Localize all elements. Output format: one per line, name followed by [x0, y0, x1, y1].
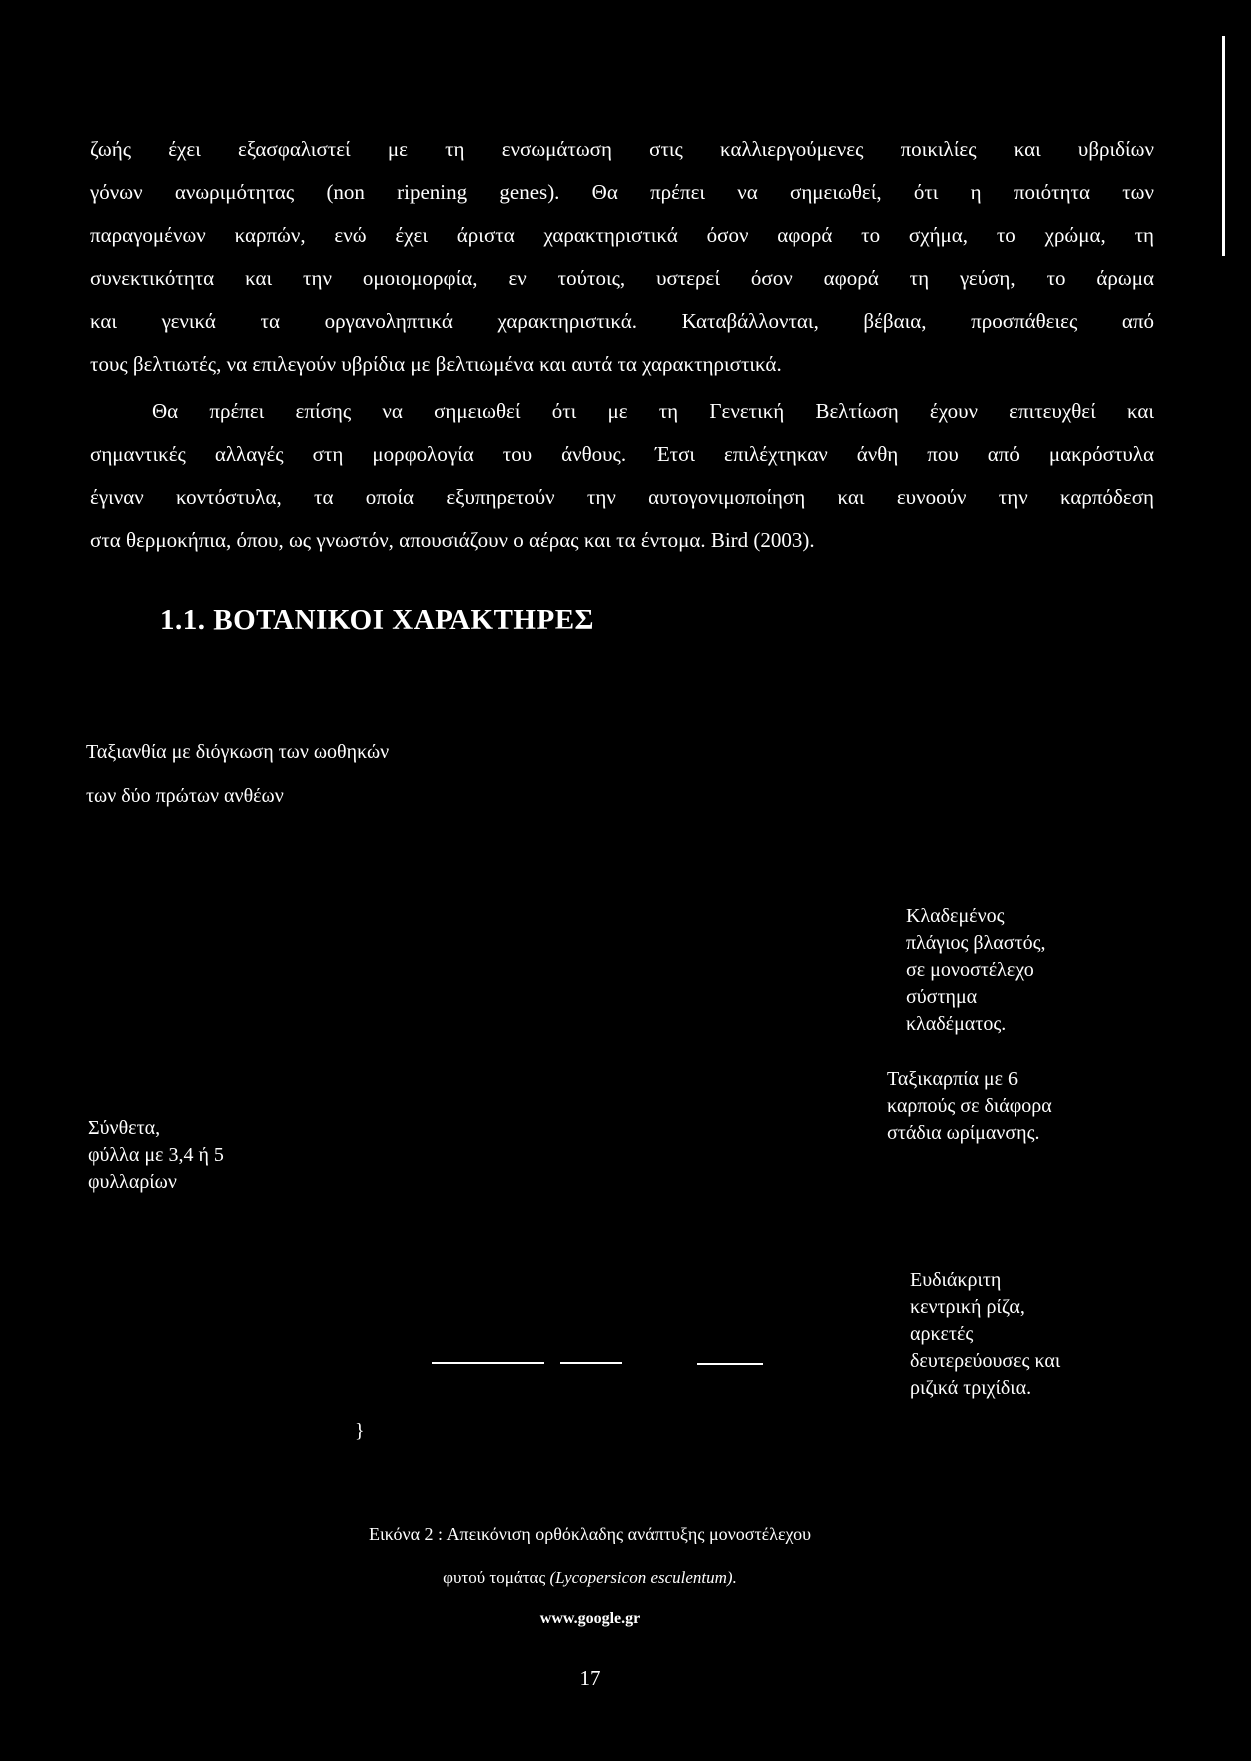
text-line: Θα πρέπει επίσης να σημειωθεί ότι με τη Γενετική Βελτίωση έχουν επιτευχθεί και [152, 399, 1154, 423]
text-line: παραγομένων καρπών, ενώ έχει άριστα χαρακτηριστικά όσον αφορά το σχήμα, το χρώμα, τη [90, 223, 1154, 247]
stray-mark: } [355, 1420, 365, 1442]
label-line: σε μονοστέλεχο [906, 959, 1034, 981]
label-root [910, 1267, 1060, 1402]
label-line: κλαδέματος. [906, 1013, 1007, 1035]
figure-caption-line2 [0, 1568, 1180, 1588]
label-leaves [88, 1115, 224, 1196]
text-line: ζωής έχει εξασφαλιστεί με τη ενσωμάτωση στις καλλιεργούμενες ποικιλίες και υβριδίων [90, 137, 1154, 161]
text-line: σημαντικές αλλαγές στη μορφολογία του άνθους. Έτσι επιλέχτηκαν άνθη που από μακρόστυλα [90, 442, 1154, 466]
label-line: αρκετές [910, 1323, 974, 1345]
text-line: συνεκτικότητα και την ομοιομορφία, εν τούτοις, υστερεί όσον αφορά τη γεύση, το άρωμα [90, 266, 1154, 290]
label-line: καρπούς σε διάφορα [887, 1095, 1052, 1117]
text-line: γόνων ανωριμότητας (non ripening genes). Θα πρέπει να σημειωθεί, ότι η ποιότητα των [90, 180, 1154, 204]
paragraph-1 [90, 128, 1154, 386]
root-dash-line [560, 1362, 622, 1364]
label-line: κεντρική ρίζα, [910, 1296, 1025, 1318]
label-line: Ταξιανθία με διόγκωση των ωοθηκών [86, 741, 390, 763]
label-line: σύστημα [906, 986, 978, 1008]
root-dash-line [432, 1362, 544, 1364]
text-line: στα θερμοκήπια, όπου, ως γνωστόν, απουσιάζουν ο αέρας και τα έντομα. Bird (2003). [90, 528, 815, 552]
label-line: Ευδιάκριτη [910, 1269, 1002, 1291]
text-line: τους βελτιωτές, να επιλεγούν υβρίδια με βελτιωμένα και αυτά τα χαρακτηριστικά. [90, 352, 782, 376]
label-line: δευτερεύουσες και [910, 1350, 1061, 1372]
label-line: φυλλαρίων [88, 1171, 177, 1193]
species-name: (Lycopersicon esculentum). [549, 1568, 737, 1587]
label-inflorescence [86, 730, 389, 818]
section-heading: 1.1. ΒΟΤΑΝΙΚΟΙ ΧΑΡΑΚΤΗΡΕΣ [160, 604, 595, 636]
label-line: φύλλα με 3,4 ή 5 [88, 1144, 224, 1166]
label-line: πλάγιος βλαστός, [906, 932, 1046, 954]
label-line: Ταξικαρπία με 6 [887, 1068, 1019, 1090]
text-line: και γενικά τα οργανοληπτικά χαρακτηριστικά. Καταβάλλονται, βέβαια, προσπάθειες από [90, 309, 1154, 333]
text-line: έγιναν κοντόστυλα, τα οποία εξυπηρετούν την αυτογονιμοποίηση και ευνοούν την καρπόδεση [90, 485, 1154, 509]
label-line: Κλαδεμένος [906, 905, 1005, 927]
label-line: Σύνθετα, [88, 1117, 161, 1139]
page-edge-line [1222, 36, 1225, 256]
caption-text: φυτού τομάτας [443, 1568, 550, 1587]
label-line: ριζικά τριχίδια. [910, 1377, 1032, 1399]
root-dash-line [697, 1363, 763, 1365]
label-line: των δύο πρώτων ανθέων [86, 785, 284, 807]
paragraph-2 [90, 390, 1154, 562]
label-line: στάδια ωρίμανσης. [887, 1122, 1040, 1144]
figure-caption: Εικόνα 2 : Απεικόνιση ορθόκλαδης ανάπτυξης μονοστέλεχου [368, 1524, 812, 1544]
figure-source: www.google.gr [539, 1610, 641, 1627]
label-fruit-cluster [887, 1066, 1052, 1147]
page-number: 17 [579, 1666, 601, 1690]
label-lateral-shoot [906, 903, 1046, 1038]
